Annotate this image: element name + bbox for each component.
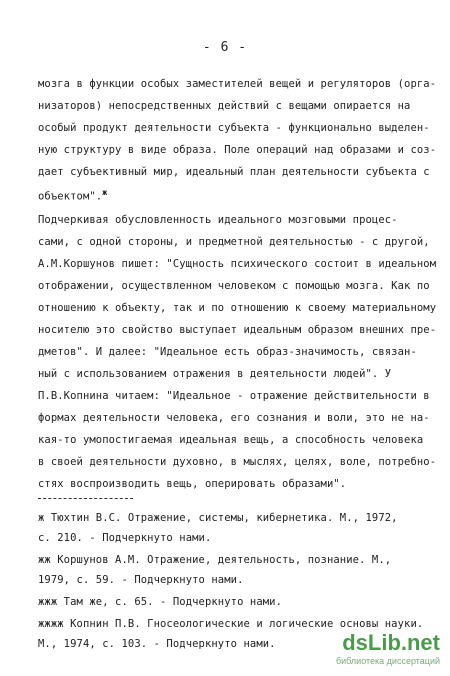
body-line: мозга в функции особых заместителей вещей и регуляторов (орга- [38,78,437,90]
body-line: дает субъективный мир, идеальный план деятельности субъекта с [38,166,430,178]
body-line: объектом". [38,190,103,203]
body-line: ный с использованием отражения в деятельности людей". У [38,368,392,380]
body-line: отношению к объекту, так и по отношению к своему материальному [38,302,437,314]
body-line: сами, с одной стороны, и предметной деятельностью - с другой, [38,236,430,248]
footnote-separator [38,498,133,499]
watermark [335,630,440,666]
body-line: кая-то умопостигаемая идеальная вещь, а способность человека [38,434,424,446]
footnote-line: жжж Там же, с. 65. - Подчеркнуто нами. [38,596,283,608]
footnote-line: ж Тюхтин В.С. Отражение, системы, кибернетика. М., 1972, [38,512,398,524]
body-line: особый продукт деятельности субъекта - функционально выделен- [38,122,430,134]
body-line: Подчеркивая обусловленность идеального мозговыми процес- [38,214,398,226]
body-line: дметов". И далее: "Идеальное есть образ-значимость, связан- [38,346,417,358]
footnote-line: жж Коршунов А.М. Отражение, деятельность, познание. М., [38,554,392,566]
body-line: стях воспроизводить вещь, оперировать образами". [38,478,347,490]
footnote-line: М., 1974, с. 103. - Подчеркнуто нами. [38,638,276,650]
watermark-logo: dsLib.net [342,630,440,655]
body-line: низаторов) непосредственных действий с вещами опирается на [38,100,411,112]
body-line: в своей деятельности духовно, в мыслях, целях, воле, потребно- [38,456,437,468]
body-line: отображении, осуществленном человеком с помощью мозга. Как по [38,280,430,292]
page-number: - 6 - [202,40,248,55]
footnote-marker: ж [102,188,108,197]
body-line: носителю это свойство выступает идеальным образом внешних пре- [38,324,437,336]
body-line: П.В.Копнина читаем: "Идеальное - отражение действительности в [38,390,430,402]
body-line-with-footnote [38,188,107,203]
body-line: ную структуру в виде образа. Поле операций над образами и соз- [38,144,437,156]
body-line: формах деятельности человека, его сознания и воли, это не на- [38,412,430,424]
watermark-subtitle: библиотека диссертаций [335,656,440,666]
body-line: А.М.Коршунов пишет: "Сущность психического состоит в идеальном [38,258,437,270]
footnote-line: 1979, с. 59. - Подчеркнуто нами. [38,574,244,586]
footnote-line: с. 210. - Подчеркнуто нами. [38,532,212,544]
footnote-line: жжжж Копнин П.В. Гносеологические и логические основы науки. [38,618,424,630]
